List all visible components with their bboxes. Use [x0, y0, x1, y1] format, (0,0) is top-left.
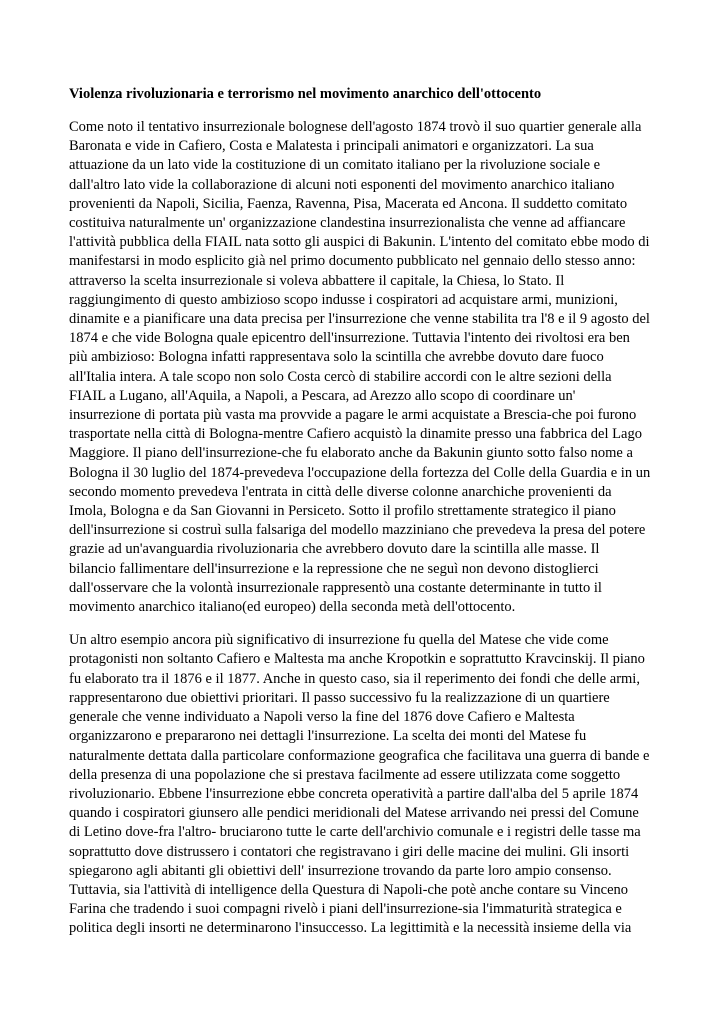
- text-line: quando i cospiratori giunsero alle pendici meridionali del Matese arrivando nei pressi del Comune: [69, 805, 639, 822]
- text-line: della presenza di una popolazione che si prestava facilmente ad essere utilizzata come soggetto: [69, 766, 621, 783]
- text-line: trasportate nella città di Bologna-mentre Cafiero acquistò la dinamite presso una fabbrica del Lago: [69, 426, 642, 443]
- text-line: 1874 e che vide Bologna quale epicentro dell'insurrezione. Tuttavia l'intento dei rivoltosi era ben: [69, 330, 630, 347]
- text-line: spiegarono agli abitanti gli obiettivi dell' insurrezione trovando da parte loro ampio consenso.: [69, 862, 612, 879]
- text-line: provenienti da Napoli, Sicilia, Faenza, Ravenna, Pisa, Macerata ed Ancona. Il suddetto comitato: [69, 195, 628, 212]
- text-line: dall'osservare che la volontà insurrezionale rappresentò una costante determinante in tutto il: [69, 579, 602, 596]
- text-line: costituiva naturalmente un' organizzazione clandestina insurrezionalista che venne ad affiancare: [69, 215, 626, 232]
- text-line: naturalmente dettata dalla particolare conformazione geografica che facilitava una guerra di bande e: [69, 747, 650, 764]
- document-page: [69, 84, 659, 953]
- text-line: dell'insurrezione si costruì sulla falsariga del modello mazziniano che prevedeva la presa del potere: [69, 522, 646, 539]
- document-body: [69, 118, 659, 939]
- text-line: Farina che tradendo i suoi compagni rivelò i piani dell'insurrezione-sia l'immaturità strategica e: [69, 901, 622, 918]
- text-line: grazie ad un'avanguardia rivoluzionaria che avrebbero dovuto dare la scintilla alle masse. Il: [69, 541, 600, 558]
- text-line: più ambizioso: Bologna infatti rappresentava solo la scintilla che avrebbe dovuto dare fuoco: [69, 349, 604, 366]
- text-line: rappresentarono due obiettivi prioritari. Il passo successivo fu la realizzazione di un quartiere: [69, 689, 610, 706]
- text-line: protagonisti non soltanto Cafiero e Maltesta ma anche Kropotkin e soprattutto Kravcinskij. Il piano: [69, 651, 645, 668]
- text-line: attuazione da un lato vide la costituzione di un comitato italiano per la rivoluzione sociale e: [69, 157, 601, 174]
- text-line: Imola, Bologna e da San Giovanni in Persiceto. Sotto il profilo strettamente strategico il piano: [69, 503, 616, 520]
- text-line: FIAIL a Lugano, all'Aquila, a Napoli, a Pescara, ad Arezzo allo scopo di coordinare un': [69, 387, 576, 404]
- text-line: manifestarsi in modo esplicito già nel primo documento pubblicato nel gennaio dello stesso anno:: [69, 253, 636, 270]
- text-line: fu elaborato tra il 1876 e il 1877. Anche in questo caso, sia il reperimento dei fondi che delle armi,: [69, 670, 640, 687]
- text-line: insurrezione di portata più vasta ma provvide a pagare le armi acquistate a Brescia-che poi furono: [69, 407, 637, 424]
- text-line: Tuttavia, sia l'attività di intelligence della Questura di Napoli-che potè anche contare su Vinceno: [69, 881, 629, 898]
- text-line: Un altro esempio ancora più significativo di insurrezione fu quella del Matese che vide come: [69, 632, 609, 649]
- text-line: soprattutto dove distrussero i contatori che registravano i giri delle macine dei mulini. Gli insorti: [69, 843, 630, 860]
- text-line: all'Italia intera. A tale scopo non solo Costa cercò di stabilire accordi con le altre sezioni della: [69, 368, 612, 385]
- body-paragraph: [69, 118, 659, 617]
- text-line: generale che venne individuato a Napoli verso la fine del 1876 dove Cafiero e Maltesta: [69, 709, 575, 726]
- text-line: di Letino dove-fra l'altro- bruciarono tutte le carte dell'archivio comunale e i registri delle tasse ma: [69, 824, 641, 841]
- text-line: movimento anarchico italiano(ed europeo) della seconda metà dell'ottocento.: [69, 599, 516, 616]
- text-line: l'attività pubblica della FIAIL nata sotto gli auspici di Bakunin. L'intento del comitato ebbe modo di: [69, 234, 650, 251]
- text-line: bilancio fallimentare dell'insurrezione e la repressione che ne seguì non devono distoglierci: [69, 560, 599, 577]
- text-line: Baronata e vide in Cafiero, Costa e Malatesta i principali animatori e organizzatori. La sua: [69, 138, 594, 155]
- text-line: Bologna il 30 luglio del 1874-prevedeva l'occupazione della fortezza del Colle della Guardia e in un: [69, 464, 651, 481]
- text-line: secondo momento prevedeva l'entrata in città delle diverse colonne anarchiche provenienti da: [69, 483, 612, 500]
- text-line: Maggiore. Il piano dell'insurrezione-che fu elaborato anche da Bakunin giunto sotto falso nome a: [69, 445, 633, 462]
- text-line: Come noto il tentativo insurrezionale bolognese dell'agosto 1874 trovò il suo quartier generale alla: [69, 119, 642, 135]
- text-line: rivoluzionario. Ebbene l'insurrezione ebbe concreta operatività a partire dall'alba del 5 aprile 1874: [69, 785, 639, 802]
- text-line: organizzarono e prepararono nei dettagli l'insurrezione. La scelta dei monti del Matese fu: [69, 728, 587, 745]
- text-line: attraverso la scelta insurrezionale si voleva abbattere il capitale, la Chiesa, lo Stato. Il: [69, 272, 565, 289]
- text-line: dall'altro lato vide la collaborazione di alcuni noti esponenti del movimento anarchico italiano: [69, 176, 615, 193]
- text-line: dinamite e a pianificare una data precisa per l'insurrezione che venne stabilita tra l'8 e il 9 agosto del: [69, 311, 650, 328]
- body-paragraph: [69, 631, 659, 938]
- document-title: Violenza rivoluzionaria e terrorismo nel movimento anarchico dell'ottocento: [69, 86, 542, 102]
- text-line: politica degli insorti ne determinarono l'insuccesso. La legittimità e la necessità insieme della via: [69, 920, 632, 937]
- text-line: raggiungimento di questo ambizioso scopo indusse i cospiratori ad acquistare armi, munizioni,: [69, 291, 618, 308]
